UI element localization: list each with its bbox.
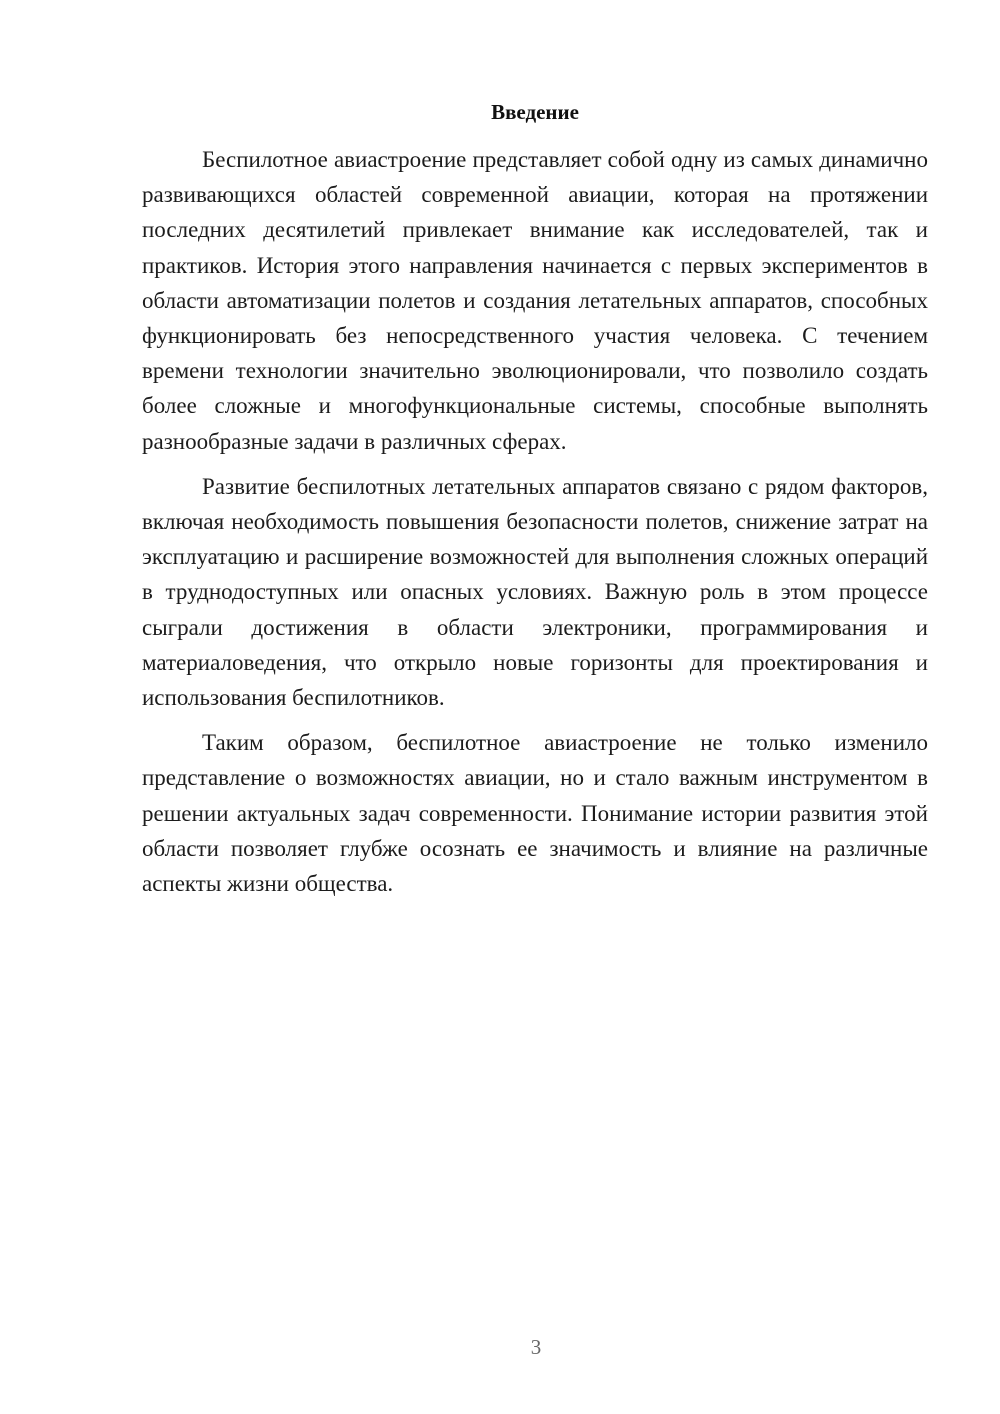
paragraph: Развитие беспилотных летательных аппаратов связано с рядом факторов, включая необходимость повышения безопасности полетов, снижение затрат на эксплуатацию и расширение возможностей для выполнения сложных операций в труднодоступных или опасных условиях. Важную роль в этом процессе сыграли достижения в области электроники, программирования и материаловедения, что открыло новые горизонты для проектирования и использования беспилотников. <box>142 473 928 711</box>
page-number: 3 <box>530 1335 542 1359</box>
section-title: Введение <box>491 100 579 124</box>
body-text <box>142 142 928 901</box>
paragraph: Таким образом, беспилотное авиастроение не только изменило представление о возможностях авиации, но и стало важным инструментом в решении актуальных задач современности. Понимание истории развития этой области позволяет глубже осознать ее значимость и влияние на различные аспекты жизни общества. <box>142 730 928 897</box>
paragraph: Беспилотное авиастроение представляет собой одну из самых динамично развивающихся областей современной авиации, которая на протяжении последних десятилетий привлекает внимание как исследователей, так и практиков. История этого направления начинается с первых экспериментов в области автоматизации полетов и создания летательных аппаратов, способных функционировать без непосредственного участия человека. С течением времени технологии значительно эволюционировали, что позволило создать более сложные и многофункциональные системы, способные выполнять разнообразные задачи в различных сферах. <box>142 147 928 454</box>
